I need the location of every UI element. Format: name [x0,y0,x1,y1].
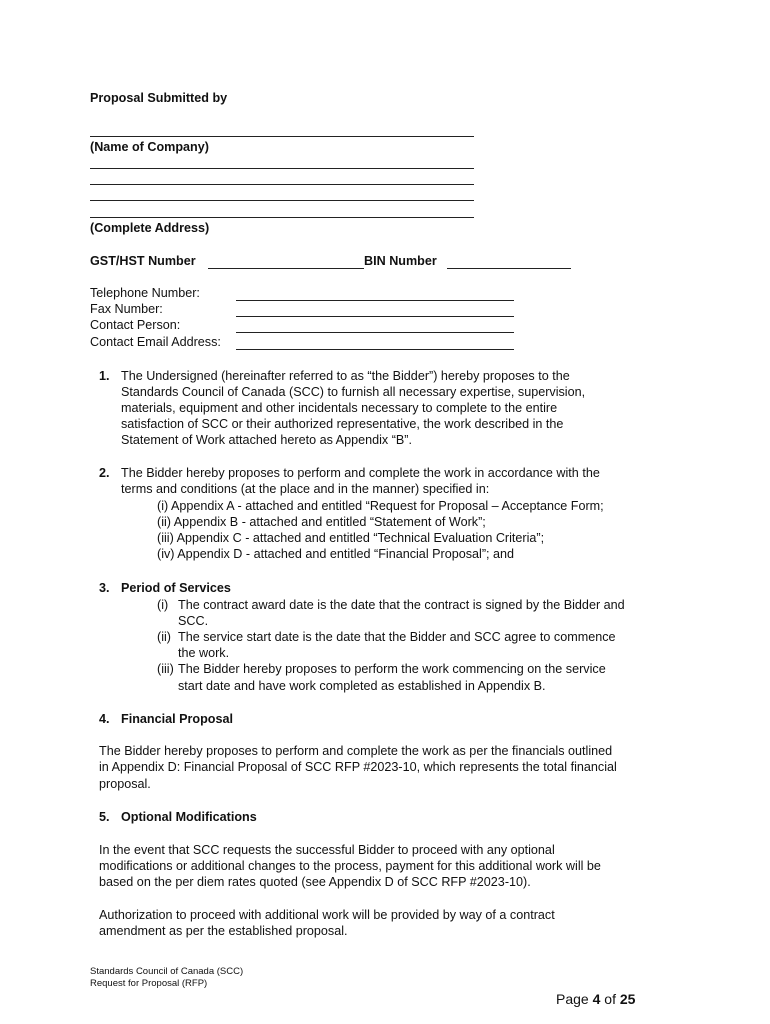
section-3-item-marker: (iii) [157,662,174,676]
section-2-number: 2. [99,466,110,480]
section-5-para1-line: In the event that SCC requests the successful Bidder to proceed with any optional [99,843,555,857]
section-5-para1-line: based on the per diem rates quoted (see Appendix D of SCC RFP #2023-10). [99,875,531,889]
section-2-item: (i) Appendix A - attached and entitled “Request for Proposal – Acceptance Form; [157,499,604,513]
section-3-item-line: the work. [178,646,230,660]
section-4-line: in Appendix D: Financial Proposal of SCC RFP #2023-10, which represents the total financial [99,760,617,774]
section-4-line: The Bidder hereby proposes to perform and complete the work as per the financials outlined [99,744,613,758]
section-3-item-line: The contract award date is the date that the contract is signed by the Bidder and [178,598,625,612]
section-5-para2-line: Authorization to proceed with additional work will be provided by way of a contract [99,908,555,922]
section-5-para1-line: modifications or additional changes to the process, payment for this additional work will be [99,859,601,873]
section-2-line: The Bidder hereby proposes to perform and complete the work in accordance with the [121,466,600,480]
section-4-number: 4. [99,712,110,726]
section-2-item: (ii) Appendix B - attached and entitled “Statement of Work”; [157,515,486,529]
bin-blank [447,268,571,269]
section-1-line: satisfaction of SCC or their authorized representative, the work described in the [121,417,564,431]
section-1-line: Standards Council of Canada (SCC) to furnish all necessary expertise, supervision, [121,385,586,399]
section-5-para2-line: amendment as per the established proposal. [99,924,348,938]
fax-label: Fax Number: [90,302,163,316]
section-2-item: (iii) Appendix C - attached and entitled “Technical Evaluation Criteria”; [157,531,545,545]
company-name-label: (Name of Company) [90,140,209,154]
gst-hst-blank [208,268,364,269]
proposal-submitted-by-label: Proposal Submitted by [90,91,228,105]
page-number [556,991,635,1007]
section-3-item-line: The Bidder hereby proposes to perform the work commencing on the service [178,662,606,676]
contact-email-label: Contact Email Address: [90,335,221,349]
section-3-item-line: start date and have work completed as established in Appendix B. [178,679,546,693]
page-total: 25 [619,991,636,1007]
company-name-line [90,136,474,137]
contact-person-blank [236,332,514,333]
section-3-item-marker: (ii) [157,630,171,644]
address-line-2 [90,184,474,185]
section-1-number: 1. [99,369,110,383]
section-3-title: Period of Services [121,581,231,595]
address-line-3 [90,200,474,201]
gst-hst-label: GST/HST Number [90,254,196,268]
address-line-1 [90,168,474,169]
section-3-item-line: The service start date is the date that the Bidder and SCC agree to commence [178,630,616,644]
contact-person-label: Contact Person: [90,318,181,332]
section-4-line: proposal. [99,777,151,791]
footer-organization: Standards Council of Canada (SCC) [90,966,244,977]
section-1-line: materials, equipment and other incidentals necessary to complete to the entire [121,401,558,415]
page-prefix: Page [556,991,593,1007]
bin-label: BIN Number [364,254,437,268]
fax-blank [236,316,514,317]
section-3-number: 3. [99,581,110,595]
complete-address-label: (Complete Address) [90,221,210,235]
contact-email-blank [236,349,514,350]
section-3-item-marker: (i) [157,598,169,612]
telephone-label: Telephone Number: [90,286,200,300]
page-current: 4 [592,991,601,1007]
footer-document-type: Request for Proposal (RFP) [90,978,208,989]
section-1-line: The Undersigned (hereinafter referred to as “the Bidder”) hereby proposes to the [121,369,570,383]
section-4-title: Financial Proposal [121,712,233,726]
address-line-4 [90,217,474,218]
section-2-item: (iv) Appendix D - attached and entitled “Financial Proposal”; and [157,547,515,561]
section-5-number: 5. [99,810,110,824]
telephone-blank [236,300,514,301]
section-5-title: Optional Modifications [121,810,257,824]
page-middle: of [600,991,620,1007]
section-2-line: terms and conditions (at the place and in the manner) specified in: [121,482,490,496]
section-1-line: Statement of Work attached hereto as Appendix “B”. [121,433,412,447]
section-3-item-line: SCC. [178,614,209,628]
